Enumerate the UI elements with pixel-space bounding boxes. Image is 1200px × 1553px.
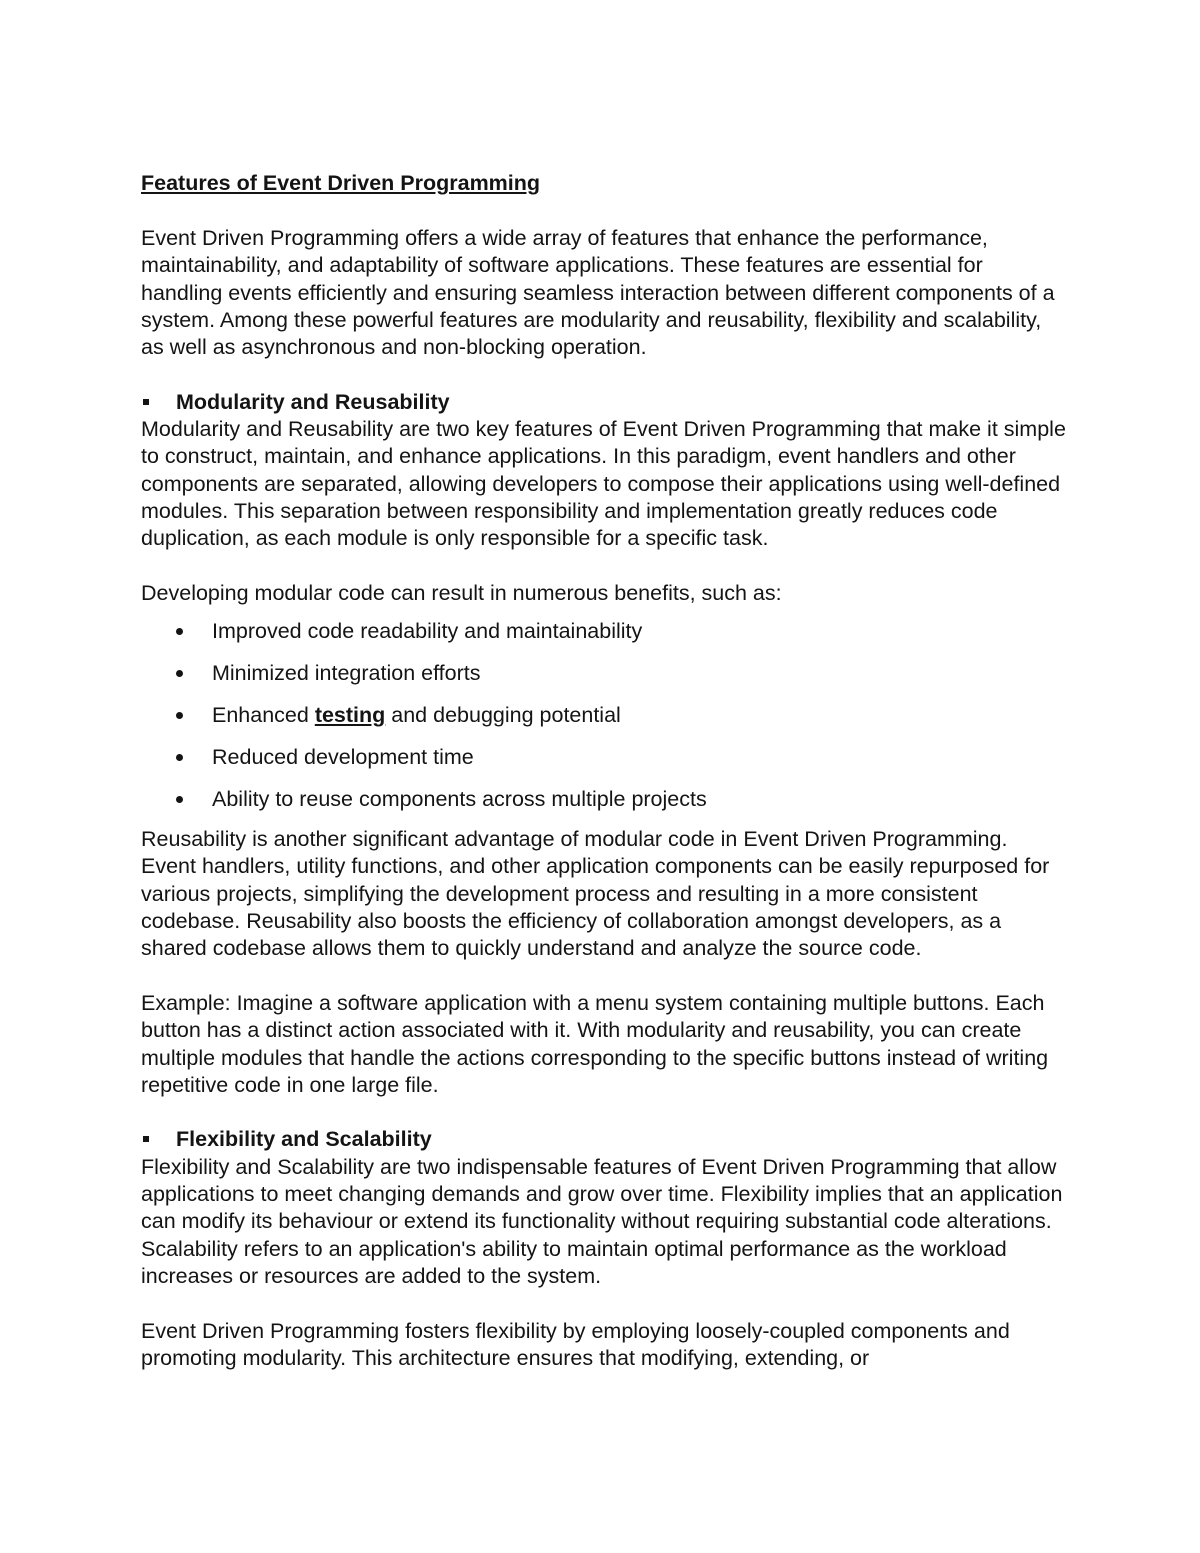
section-heading-text: Flexibility and Scalability [176, 1127, 432, 1152]
section-heading-flexibility [141, 1126, 1066, 1153]
square-bullet-icon [143, 399, 149, 405]
list-item [141, 660, 1066, 702]
section-heading-modularity [141, 389, 1066, 416]
list-item [141, 744, 1066, 786]
bullet-dot-icon [176, 670, 183, 677]
list-item [141, 786, 1066, 828]
bullet-dot-icon [176, 628, 183, 635]
bullet-dot-icon [176, 754, 183, 761]
modularity-paragraph: Modularity and Reusability are two key features of Event Driven Programming that make it simple to construct, maintain, and enhance applications. In this paradigm, event handlers and other components are separated, allowing developers to compose their applications using well-defined modules. This separation between responsibility and implementation greatly reduces code duplication, as each module is only responsible for a specific task. [141, 417, 1066, 551]
flexibility-paragraph: Flexibility and Scalability are two indispensable features of Event Driven Programming that allow applications to meet changing demands and grow over time. Flexibility implies that an application can modify its behaviour or extend its functionality without requiring substantial code alterations. Scalability refers to an application's ability to maintain optimal performance as the workload increases or resources are added to the system. [141, 1154, 1063, 1288]
testing-keyword-link[interactable]: testing [314, 703, 386, 728]
benefits-intro-paragraph: Developing modular code can result in numerous benefits, such as: [141, 580, 782, 605]
list-item-text-post: and debugging potential [385, 703, 621, 728]
page-title: Features of Event Driven Programming [141, 171, 541, 195]
list-item [141, 702, 1066, 744]
document-page [141, 168, 1066, 1372]
list-item-text: Reduced development time [212, 745, 474, 770]
square-bullet-icon [143, 1136, 149, 1142]
list-item-text: Improved code readability and maintainability [212, 619, 643, 644]
example-paragraph: Example: Imagine a software application with a menu system containing multiple buttons. Each button has a distinct action associated with it. With modularity and reusability, you can create multiple modules that handle the actions corresponding to the specific buttons instead of writing repetitive code in one large file. [141, 990, 1049, 1097]
bullet-dot-icon [176, 796, 183, 803]
list-item-text-pre: Enhanced [212, 703, 315, 728]
benefits-list [141, 618, 1066, 828]
flexibility-continued-paragraph: Event Driven Programming fosters flexibility by employing loosely-coupled components and promoting modularity. This architecture ensures that modifying, extending, or [141, 1318, 1010, 1370]
list-item-text: Minimized integration efforts [212, 661, 481, 686]
reusability-paragraph: Reusability is another significant advantage of modular code in Event Driven Programming. Event handlers, utility functions, and other application components can be easily repurposed for various projects, simplifying the development process and resulting in a more consistent codebase. Reusability also boosts the efficiency of collaboration amongst developers, as a shared codebase allows them to quickly understand and analyze the source code. [141, 827, 1050, 961]
bullet-dot-icon [176, 712, 183, 719]
list-item-text: Ability to reuse components across multiple projects [212, 787, 707, 812]
intro-paragraph: Event Driven Programming offers a wide array of features that enhance the performance, maintainability, and adaptability of software applications. These features are essential for handling events efficiently and ensuring seamless interaction between different components of a system. Among these powerful features are modularity and reusability, flexibility and scalability, as well as asynchronous and non-blocking operation. [141, 226, 1055, 360]
list-item [141, 618, 1066, 660]
section-heading-text: Modularity and Reusability [176, 389, 450, 414]
